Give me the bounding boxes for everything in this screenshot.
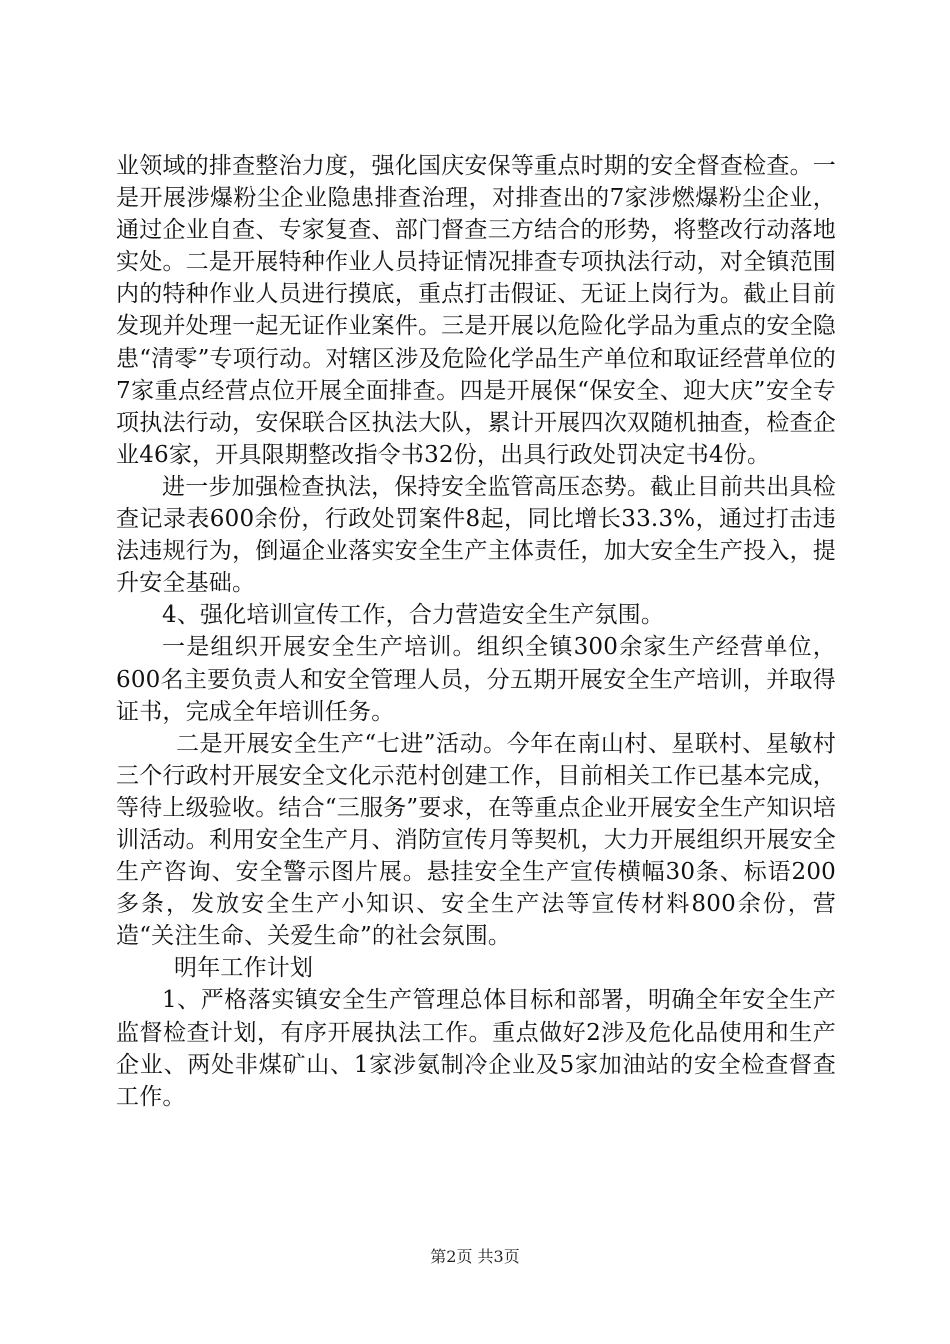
section-heading-next-year-plan: 明年工作计划: [174, 955, 314, 982]
paragraph-inspection-rectification: 业领域的排查整治力度，强化国庆安保等重点时期的安全督查检查。一是开展涉爆粉尘企业隐患排查治理，对排查出的7家涉燃爆粉尘企业，通过企业自查、专家复查、部门督查三方结合的形势，将整改行动落地实处。二是开展特种作业人员持证情况排查专项执法行动，对全镇范围内的特种作业人员进行摸底，重点打击假证、无证上岗行为。截止目前发现并处理一起无证作业案件。三是开展以危险化学品为重点的安全隐患“清零”专项行动。对辖区涉及危险化学品生产单位和取证经营单位的7家重点经营点位开展全面排查。四是开展保“保安全、迎大庆”安全专项执法行动，安保联合区执法大队，累计开展四次双随机抽查，检查企业46家，开具限期整改指令书32份，出具行政处罚决定书4份。: [116, 153, 836, 468]
page-footer: 第2页 共3页: [430, 1247, 520, 1266]
document-body: [116, 150, 836, 1113]
paragraph-heading-training-publicity: 4、强化培训宣传工作，合力营造安全生产氛围。: [162, 602, 665, 629]
paragraph-seven-into-activity: 二是开展安全生产“七进”活动。今年在南山村、星联村、星敏村三个行政村开展安全文化示范村创建工作，目前相关工作已基本完成，等待上级验收。结合“三服务”要求，在等重点企业开展安全生产知识培训活动。利用安全生产月、消防宣传月等契机，大力开展组织开展安全生产咨询、安全警示图片展。悬挂安全生产宣传横幅30条、标语200多条，发放安全生产小知识、安全生产法等宣传材料800余份，营造“关注生命、关爱生命”的社会氛围。: [116, 730, 836, 950]
paragraph-law-enforcement: 进一步加强检查执法，保持安全监管高压态势。截止目前共出具检查记录表600余份，行政处罚案件8起，同比增长33.3%，通过打击违法违规行为，倒逼企业落实安全生产主体责任，加大安全生产投入，提升安全基础。: [116, 473, 836, 597]
paragraph-safety-training: 一是组织开展安全生产培训。组织全镇300余家生产经营单位，600名主要负责人和安全管理人员，分五期开展安全生产培训，并取得证书，完成全年培训任务。: [116, 634, 836, 725]
paragraph-plan-item-1: 1、严格落实镇安全生产管理总体目标和部署，明确全年安全生产监督检查计划，有序开展执法工作。重点做好2涉及危化品使用和生产企业、两处非煤矿山、1家涉氨制冷企业及5家加油站的安全检查督查工作。: [116, 987, 836, 1110]
